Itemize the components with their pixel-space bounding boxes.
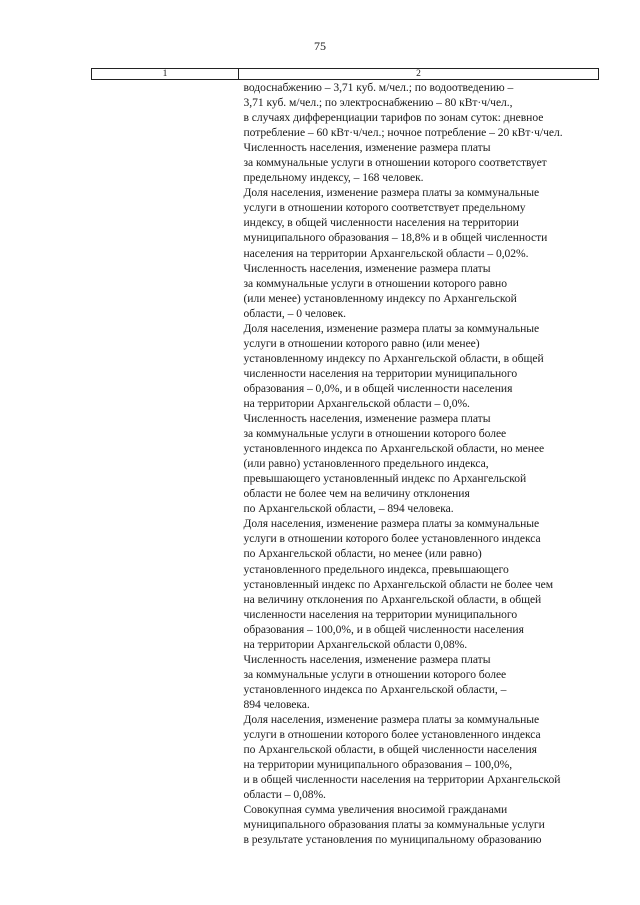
text-line: услуги в отношении которого равно (или менее) <box>243 336 480 350</box>
document-table <box>91 68 599 847</box>
text-line: области – 0,08%. <box>243 788 326 802</box>
text-line: предельному индексу, – 168 человек. <box>243 171 424 185</box>
text-line: услуги в отношении которого более установленного индекса <box>243 728 541 742</box>
column-2-header: 2 <box>239 69 599 80</box>
text-line: водоснабжению – 3,71 куб. м/чел.; по водоотведению – <box>243 81 514 94</box>
column-1-cell <box>92 80 239 848</box>
text-line: Численность населения, изменение размера платы <box>243 652 491 666</box>
table-row <box>92 80 599 848</box>
text-line: услуги в отношении которого более установленного индекса <box>243 532 541 546</box>
text-line: услуги в отношении которого соответствует предельному <box>243 201 526 215</box>
text-line: области, – 0 человек. <box>243 306 347 320</box>
text-line: по Архангельской области, но менее (или равно) <box>243 547 482 561</box>
text-line: 894 человека. <box>243 697 310 711</box>
text-line: в случаях дифференциации тарифов по зонам суток: дневное <box>243 111 544 125</box>
text-line: за коммунальные услуги в отношении которого равно <box>243 276 507 290</box>
text-line: (или менее) установленному индексу по Архангельской <box>243 291 517 305</box>
text-line: Численность населения, изменение размера платы <box>243 412 491 426</box>
text-line: установленный индекс по Архангельской области не более чем <box>243 577 554 591</box>
text-line: Доля населения, изменение размера платы за коммунальные <box>243 517 540 531</box>
table-header-row <box>92 69 599 80</box>
text-line: на территории муниципального образования – 100,0%, <box>243 758 513 772</box>
text-line: на территории Архангельской области 0,08%. <box>243 637 468 651</box>
text-line: численности населения на территории муниципального <box>243 366 518 380</box>
text-line: и в общей численности населения на территории Архангельской <box>243 773 561 787</box>
text-line: муниципального образования – 18,8% и в общей численности <box>243 231 548 245</box>
column-1-header: 1 <box>92 69 239 80</box>
text-line: индексу, в общей численности населения на территории <box>243 216 519 230</box>
text-line: установленного индекса по Архангельской области, но менее <box>243 442 545 456</box>
text-line: населения на территории Архангельской области – 0,02%. <box>243 246 529 260</box>
text-line: Численность населения, изменение размера платы <box>243 261 491 275</box>
text-line: установленного предельного индекса, превышающего <box>243 562 509 576</box>
text-line: установленному индексу по Архангельской области, в общей <box>243 351 544 365</box>
text-line: Численность населения, изменение размера платы <box>243 141 491 155</box>
text-line: на территории Архангельской области – 0,0%. <box>243 396 470 410</box>
text-line: Совокупная сумма увеличения вносимой гражданами <box>243 803 508 817</box>
text-line: установленного индекса по Архангельской области, – <box>243 682 507 696</box>
text-line: численности населения на территории муниципального <box>243 607 518 621</box>
text-line: образования – 100,0%, и в общей численности населения <box>243 622 524 636</box>
text-line: по Архангельской области, – 894 человека. <box>243 502 454 516</box>
text-line: образования – 0,0%, и в общей численности населения <box>243 381 513 395</box>
text-line: превышающего установленный индекс по Архангельской <box>243 472 527 486</box>
text-line: за коммунальные услуги в отношении которого соответствует <box>243 156 547 170</box>
text-line: по Архангельской области, в общей численности населения <box>243 743 537 757</box>
text-line: (или равно) установленного предельного индекса, <box>243 457 489 471</box>
text-line: области не более чем на величину отклонения <box>243 487 470 501</box>
column-2-cell <box>239 80 599 848</box>
page-number: 75 <box>314 39 326 53</box>
text-line: за коммунальные услуги в отношении которого более <box>243 667 507 681</box>
text-line: за коммунальные услуги в отношении которого более <box>243 427 507 441</box>
text-line: в результате установления по муниципальному образованию <box>243 833 542 847</box>
text-line: муниципального образования платы за коммунальные услуги <box>243 818 545 832</box>
text-line: Доля населения, изменение размера платы за коммунальные <box>243 186 540 200</box>
text-line: потребление – 60 кВт·ч/чел.; ночное потребление – 20 кВт·ч/чел. <box>243 126 563 140</box>
text-line: Доля населения, изменение размера платы за коммунальные <box>243 321 540 335</box>
text-line: Доля населения, изменение размера платы за коммунальные <box>243 712 540 726</box>
text-line: 3,71 куб. м/чел.; по электроснабжению – 80 кВт·ч/чел., <box>243 96 513 110</box>
text-line: на величину отклонения по Архангельской области, в общей <box>243 592 542 606</box>
